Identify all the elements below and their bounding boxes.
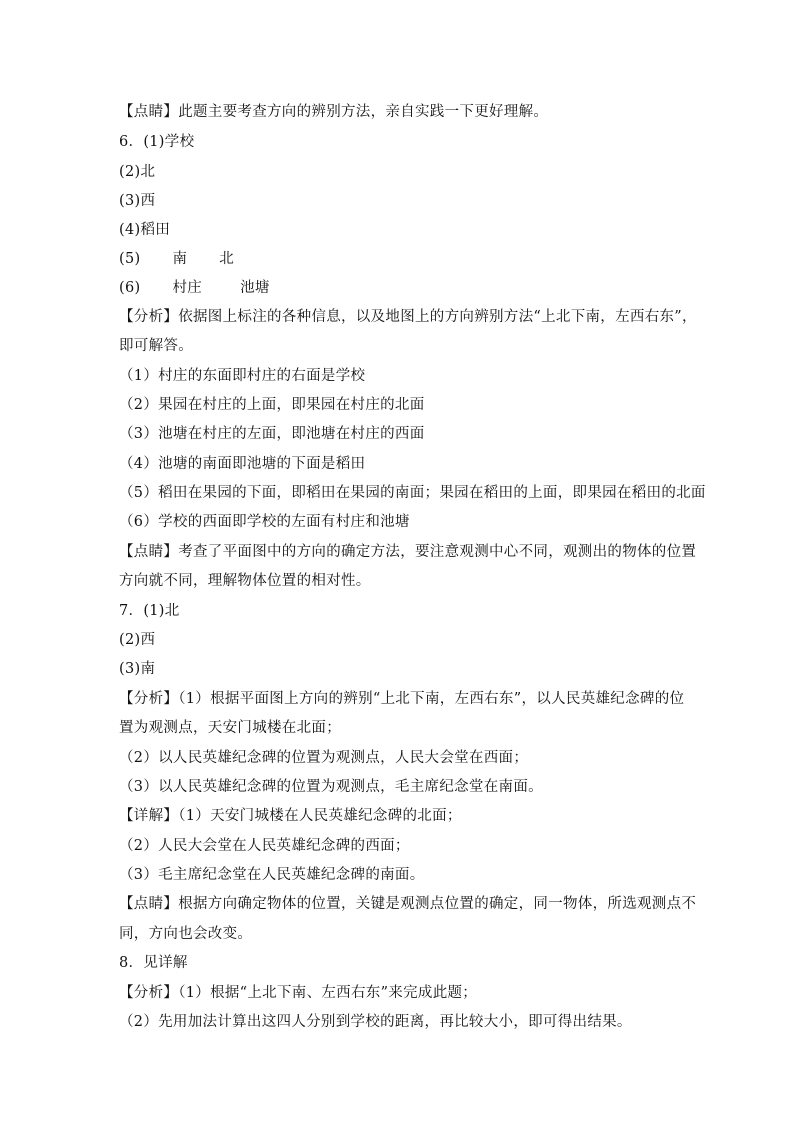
- answer-6-6-blank-2: 池塘: [240, 280, 270, 296]
- answer-6-2: (2)北: [119, 164, 156, 180]
- analysis-6-item-6: （6）学校的西面即学校的左面有村庄和池塘: [119, 514, 410, 530]
- answer-7-3: (3)南: [119, 661, 156, 677]
- answer-6-5: [119, 247, 234, 268]
- analysis-7-item-3: （3）以人民英雄纪念碑的位置为观测点，毛主席纪念堂在南面。: [119, 779, 543, 795]
- analysis-8-item-1: 【分析】（1）根据“上北下南、左西右东”来完成此题；: [119, 985, 478, 1001]
- answer-6-6-label: (6): [119, 280, 141, 296]
- note-point-7-line-2: 同，方向也会改变。: [119, 926, 253, 942]
- detail-7-item-3: （3）毛主席纪念堂在人民英雄纪念碑的南面。: [119, 867, 425, 883]
- answer-6-6: [119, 276, 270, 297]
- analysis-6-item-5: （5）稻田在果园的下面，即稻田在果园的南面；果园在稻田的上面，即果园在稻田的北面: [119, 485, 706, 501]
- note-point-6-line-1: 【点睛】考查了平面图中的方向的确定方法，要注意观测中心不同，观测出的物体的位置: [119, 544, 697, 560]
- analysis-8-item-2: （2）先用加法计算出这四人分别到学校的距离，再比较大小，即可得出结果。: [119, 1014, 632, 1030]
- note-point-5: 【点睛】此题主要考查方向的辨别方法，亲自实践一下更好理解。: [119, 104, 549, 120]
- answer-6-5-label: (5): [119, 251, 141, 267]
- analysis-6-item-1: （1）村庄的东面即村庄的右面是学校: [119, 368, 366, 384]
- analysis-7-line-2: 置为观测点，天安门城楼在北面；: [119, 720, 341, 736]
- detail-7-item-1: 【详解】（1）天安门城楼在人民英雄纪念碑的北面；: [119, 808, 462, 824]
- analysis-6-item-2: （2）果园在村庄的上面，即果园在村庄的北面: [119, 397, 425, 413]
- analysis-6-line-2: 即可解答。: [119, 338, 193, 354]
- detail-7-item-2: （2）人民大会堂在人民英雄纪念碑的西面；: [119, 838, 410, 854]
- answer-6-6-blank-1: 村庄: [172, 280, 203, 296]
- note-point-7-line-1: 【点睛】根据方向确定物体的位置，关键是观测点位置的确定，同一物体，所选观测点不: [119, 896, 697, 912]
- answer-6-1: 6．(1)学校: [119, 134, 195, 150]
- analysis-6-item-4: （4）池塘的南面即池塘的下面是稻田: [119, 456, 366, 472]
- analysis-6-line-1: 【分析】依据图上标注的各种信息，以及地图上的方向辨别方法“上北下南，左西右东”，: [119, 309, 697, 325]
- answer-6-4: (4)稻田: [119, 222, 171, 238]
- answer-6-3: (3)西: [119, 193, 156, 209]
- answer-6-5-blank-1: 南: [172, 251, 188, 267]
- analysis-6-item-3: （3）池塘在村庄的左面，即池塘在村庄的西面: [119, 426, 425, 442]
- analysis-7-line-1: 【分析】（1）根据平面图上方向的辨别“上北下南，左西右东”，以人民英雄纪念碑的位: [119, 691, 685, 707]
- answer-6-5-blank-2: 北: [219, 251, 235, 267]
- analysis-7-item-2: （2）以人民英雄纪念碑的位置为观测点，人民大会堂在西面；: [119, 750, 529, 766]
- note-point-6-line-2: 方向就不同，理解物体位置的相对性。: [119, 573, 371, 589]
- answer-8: 8．见详解: [119, 955, 188, 971]
- answer-7-1: 7．(1)北: [119, 603, 180, 619]
- answer-7-2: (2)西: [119, 632, 156, 648]
